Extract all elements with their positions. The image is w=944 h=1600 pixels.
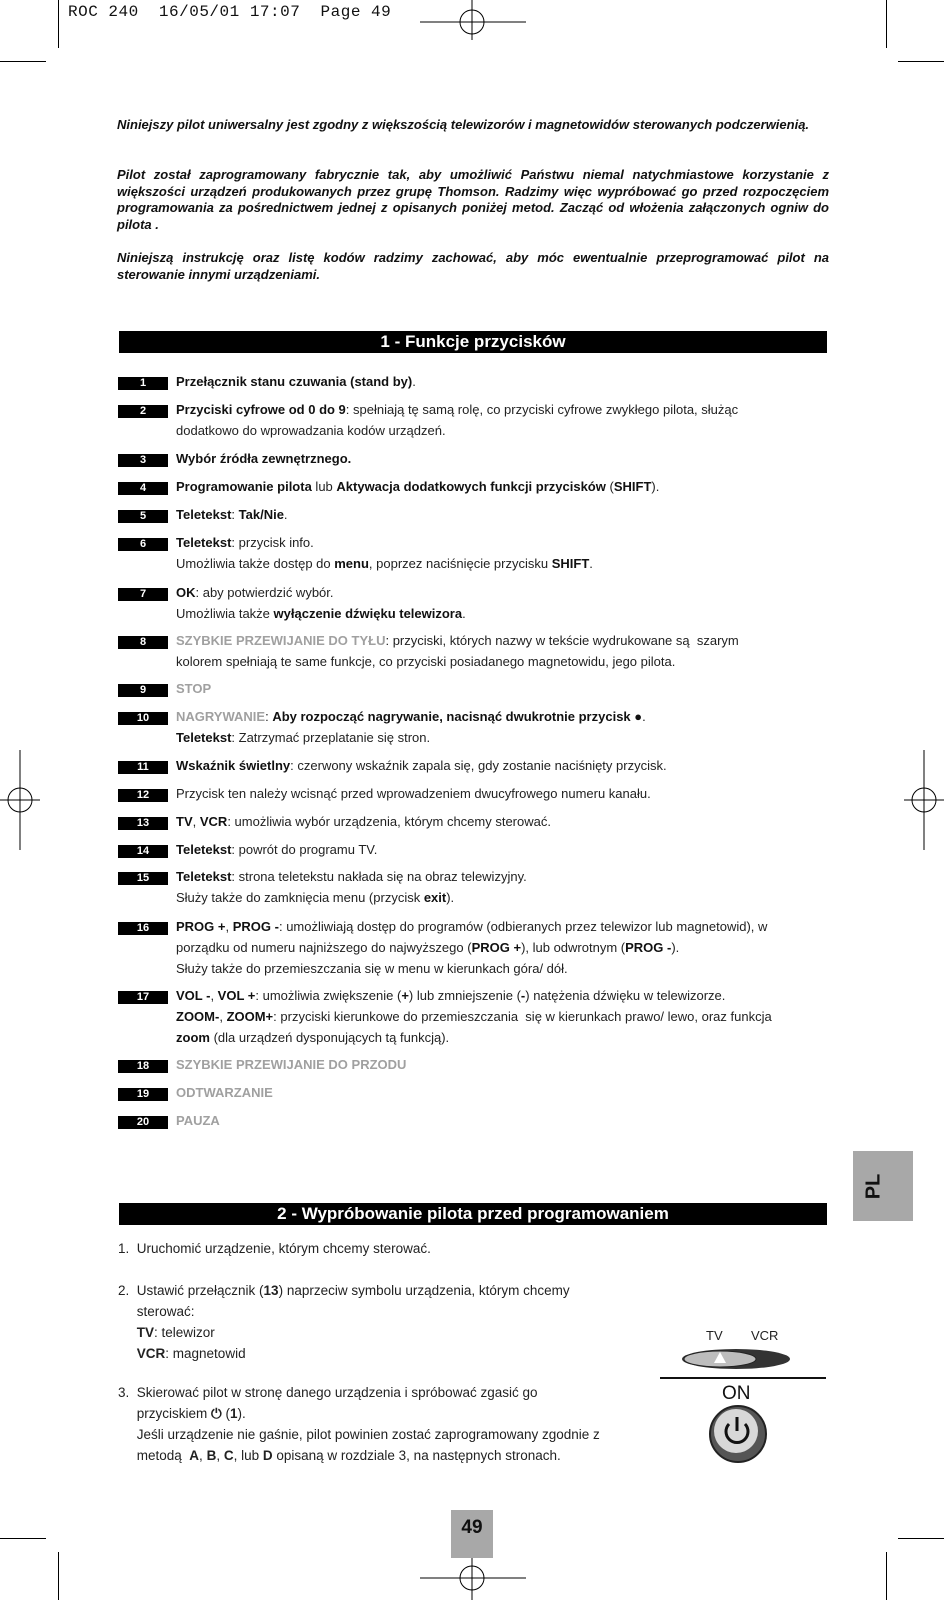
text: metodą [118, 1448, 190, 1463]
text-line [176, 958, 831, 979]
text-line [176, 504, 831, 525]
bold-text: VCR [199, 814, 228, 829]
text: ) lub zmniejszenie ( [408, 988, 521, 1003]
text-line [176, 553, 831, 574]
bold-text: Tak/Nie [238, 507, 284, 522]
item-number-badge: 8 [118, 636, 168, 649]
text: : spełniają tę samą rolę, co przyciski cyfrowe zwykłego pilota, służąc [345, 402, 739, 417]
text: , [225, 919, 233, 934]
text: ). [446, 890, 455, 905]
test-step [118, 1238, 658, 1259]
item-number-badge: 13 [118, 817, 168, 830]
bold-text: TV [176, 814, 193, 829]
text: . [642, 709, 646, 724]
text: ). [671, 940, 680, 955]
section-1-title: 1 - Funkcje przycisków [119, 331, 827, 353]
text: : aby potwierdzić wybór. [195, 585, 334, 600]
text: Umożliwia także dostęp do [176, 556, 335, 571]
text: 2. Ustawić przełącznik ( [118, 1283, 264, 1298]
text: : umożliwia wybór urządzenia, którym chcemy sterować. [227, 814, 551, 829]
bold-text: Teletekst [176, 507, 232, 522]
bold-text: B [206, 1448, 217, 1463]
text: Jeśli urządzenie nie gaśnie, pilot powinien zostać zaprogramowany zgodnie z [118, 1427, 600, 1442]
text-line [176, 783, 831, 804]
language-tab-label: PL [862, 1173, 885, 1200]
text: przyciskiem [118, 1406, 212, 1421]
bold-text: Teletekst [176, 869, 232, 884]
item-description [176, 755, 831, 776]
text: dodatkowo do wprowadzania kodów urządzeń. [176, 423, 446, 438]
text: . [589, 556, 593, 571]
text-line [176, 1110, 831, 1131]
text: sterować: [118, 1304, 195, 1319]
item-number-badge: 17 [118, 991, 168, 1004]
text: lub [311, 479, 337, 494]
bold-text: ⏻ [211, 1406, 222, 1421]
text-line [176, 937, 831, 958]
item-description [176, 532, 831, 574]
text-line [176, 1054, 831, 1075]
item-description [176, 783, 831, 804]
bold-text: PROG - [232, 919, 279, 934]
text: : [265, 709, 273, 724]
text-line [176, 706, 831, 727]
text: : [231, 507, 239, 522]
bold-text: Wskaźnik świetlny [176, 758, 291, 773]
item-description [176, 811, 831, 832]
text: ) naprzeciw symbolu urządzenia, którym chcemy [278, 1283, 570, 1298]
switch-label-tv: TV [706, 1328, 723, 1343]
bold-text: PROG + [176, 919, 226, 934]
item-number-badge: 9 [118, 684, 168, 697]
text-line [118, 1343, 658, 1364]
print-header: ROC 240 16/05/01 17:07 Page 49 [68, 3, 392, 21]
text [118, 1325, 137, 1340]
text: ( [605, 479, 614, 494]
on-label: ON [722, 1383, 751, 1404]
item-number-badge: 12 [118, 789, 168, 802]
text-line [176, 476, 831, 497]
text: porządku od numeru najniższego do najwyższego ( [176, 940, 472, 955]
registration-mark-left [0, 750, 40, 850]
text: , [210, 988, 218, 1003]
text: Przycisk ten należy wcisnąć przed wprowadzeniem dwucyfrowego numeru kanału. [176, 786, 651, 801]
bold-text: A [189, 1448, 200, 1463]
registration-mark-right [904, 750, 944, 850]
page-number: 49 [451, 1510, 493, 1558]
bold-text: Przełącznik stanu czuwania (stand by) [176, 374, 413, 389]
text: . [412, 374, 416, 389]
text-line [118, 1445, 658, 1466]
text: Służy także do przemieszczania się w menu w kierunkach góra/ dół. [176, 961, 568, 976]
bold-text: D [262, 1448, 273, 1463]
section-2-title: 2 - Wypróbowanie pilota przed programowaniem [119, 1203, 827, 1225]
divider-line [660, 1377, 826, 1379]
tv-vcr-switch-icon [680, 1346, 792, 1372]
bold-text: 13 [263, 1283, 279, 1298]
text-line [176, 985, 831, 1006]
text: . [283, 507, 288, 522]
text: 1. Uruchomić urządzenie, którym chcemy sterować. [118, 1241, 431, 1256]
registration-mark-top [420, 0, 526, 40]
text-line [176, 727, 831, 748]
text: : Zatrzymać przeplatanie się stron. [231, 730, 431, 745]
text-line [176, 916, 831, 937]
item-description [176, 1054, 831, 1075]
text: , [192, 814, 200, 829]
text: : przyciski kierunkowe do przemieszczania się w kierunkach prawo/ lewo, oraz funkcja [273, 1009, 772, 1024]
item-number-badge: 4 [118, 482, 168, 495]
text: kolorem spełniają te same funkcje, co przyciski posiadanego magnetowidu, jego pilota. [176, 654, 676, 669]
text: , [199, 1448, 207, 1463]
item-description [176, 582, 831, 624]
text: Służy także do zamknięcia menu (przycisk [176, 890, 424, 905]
text-line [118, 1280, 658, 1301]
item-description [176, 399, 831, 441]
item-number-badge: 15 [118, 872, 168, 885]
text-line [118, 1382, 658, 1403]
test-step [118, 1382, 658, 1466]
text: Umożliwia także [176, 606, 274, 621]
text: : strona teletekstu nakłada się na obraz telewizyjny. [231, 869, 527, 884]
item-number-badge: 3 [118, 454, 168, 467]
text-line [176, 755, 831, 776]
bold-text: wyłączenie dźwięku telewizora [273, 606, 463, 621]
bold-text: ● [634, 709, 643, 724]
text-line [176, 811, 831, 832]
text-line [176, 1027, 831, 1048]
text-line [176, 1006, 831, 1027]
remote-illustration [656, 1324, 826, 1474]
item-description [176, 504, 831, 525]
text-line [118, 1322, 658, 1343]
text-line [176, 1082, 831, 1103]
grey-label: ODTWARZANIE [176, 1085, 273, 1100]
text: ). [651, 479, 660, 494]
bold-text: PROG + [471, 940, 522, 955]
text: ) natężenia dźwięku w telewizorze. [525, 988, 726, 1003]
bold-text: + [401, 988, 409, 1003]
text: ). [237, 1406, 246, 1421]
bold-text: zoom [176, 1030, 210, 1045]
bold-text: TV [136, 1325, 155, 1340]
item-number-badge: 19 [118, 1088, 168, 1101]
text-line [118, 1301, 658, 1322]
item-description [176, 678, 831, 699]
bold-text: Przyciski cyfrowe od 0 do 9 [176, 402, 346, 417]
item-number-badge: 5 [118, 510, 168, 523]
intro-paragraph-2: Pilot został zaprogramowany fabrycznie tak, aby umożliwić Państwu niemal natychmiastowe korzystanie z większości urządzeń produkowanych przez grupę Thomson. Radzimy więc wypróbować go przed rozpoczęciem programowania za pośrednictwem jednej z opisanych poniżej metod. Zacząć od włożenia załączonych ogniw do pilota . [117, 167, 829, 232]
text: : przyciski, których nazwy w tekście wydrukowane są szarym [385, 633, 739, 648]
bold-text: 1 [229, 1406, 238, 1421]
bold-text: Aby rozpocząć nagrywanie, nacisnąć dwukrotnie przycisk [272, 709, 635, 724]
item-description [176, 448, 831, 469]
bold-text: Aktywacja dodatkowych funkcji przycisków [336, 479, 606, 494]
text: 3. Skierować pilot w stronę danego urządzenia i spróbować zgasić go [118, 1385, 538, 1400]
bold-text: ZOOM+ [226, 1009, 274, 1024]
item-number-badge: 7 [118, 588, 168, 601]
bold-text: Teletekst [176, 730, 232, 745]
text-line [118, 1424, 658, 1445]
bold-text: ZOOM- [176, 1009, 220, 1024]
item-description [176, 476, 831, 497]
text: : przycisk info. [231, 535, 314, 550]
switch-label-vcr: VCR [751, 1328, 779, 1343]
intro-paragraph-1: Niniejszy pilot uniwersalny jest zgodny z większością telewizorów i magnetowidów sterowanych podczerwienią. [117, 117, 810, 132]
bold-text: PROG - [625, 940, 672, 955]
item-number-badge: 1 [118, 377, 168, 390]
item-description [176, 1082, 831, 1103]
text-line [176, 630, 831, 651]
bold-text: Teletekst [176, 535, 232, 550]
text: , poprzez naciśnięcie przycisku [368, 556, 552, 571]
bold-text: exit [423, 890, 447, 905]
bold-text: SHIFT [613, 479, 652, 494]
item-description [176, 1110, 831, 1131]
text-line [176, 603, 831, 624]
bold-text: - [520, 988, 526, 1003]
bold-text: Teletekst [176, 842, 232, 857]
text: : telewizor [154, 1325, 215, 1340]
bold-text: OK [176, 585, 196, 600]
bold-text: Wybór źródła zewnętrznego. [176, 451, 352, 466]
text-line [176, 839, 831, 860]
item-description [176, 916, 831, 979]
text: : czerwony wskaźnik zapala się, gdy zostanie naciśnięty przycisk. [290, 758, 667, 773]
bold-text: VOL + [217, 988, 256, 1003]
text: , [216, 1448, 224, 1463]
item-number-badge: 14 [118, 845, 168, 858]
text: : umożliwiają dostęp do programów (odbieranych przez telewizor lub magnetowid), w [278, 919, 768, 934]
grey-label: PAUZA [176, 1113, 220, 1128]
text-line [176, 399, 831, 420]
item-description [176, 371, 831, 392]
grey-label: STOP [176, 681, 212, 696]
text-line [176, 582, 831, 603]
bold-text: VOL - [176, 988, 211, 1003]
text: opisaną w rozdziale 3, na następnych stronach. [272, 1448, 561, 1463]
text-line [176, 420, 831, 441]
text: : magnetowid [165, 1346, 246, 1361]
item-number-badge: 10 [118, 712, 168, 725]
text: , lub [233, 1448, 263, 1463]
item-number-badge: 18 [118, 1060, 168, 1073]
text: (dla urządzeń dysponujących tą funkcją). [209, 1030, 450, 1045]
registration-mark-bottom [420, 1556, 526, 1600]
bold-text: VCR [136, 1346, 166, 1361]
item-number-badge: 2 [118, 405, 168, 418]
item-number-badge: 16 [118, 922, 168, 935]
bold-text: SHIFT [551, 556, 590, 571]
language-tab [853, 1151, 913, 1221]
item-description [176, 839, 831, 860]
grey-label: NAGRYWANIE [176, 709, 266, 724]
grey-label: SZYBKIE PRZEWIJANIE DO PRZODU [176, 1057, 407, 1072]
text-line [176, 532, 831, 553]
text-line [176, 678, 831, 699]
text: . [462, 606, 466, 621]
text-line [118, 1238, 658, 1259]
bold-text: C [223, 1448, 234, 1463]
text-line [118, 1403, 658, 1424]
grey-label: SZYBKIE PRZEWIJANIE DO TYŁU [176, 633, 386, 648]
item-description [176, 985, 831, 1048]
item-number-badge: 6 [118, 538, 168, 551]
item-number-badge: 20 [118, 1116, 168, 1129]
text-line [176, 866, 831, 887]
item-description [176, 866, 831, 908]
text: ( [221, 1406, 230, 1421]
item-description [176, 706, 831, 748]
intro-paragraph-3: Niniejszą instrukcję oraz listę kodów radzimy zachować, aby móc ewentualnie przeprogramować pilot na sterowanie innymi urządzeniami. [117, 250, 829, 282]
item-number-badge: 11 [118, 761, 168, 774]
item-description [176, 630, 831, 672]
text: ), lub odwrotnym ( [521, 940, 626, 955]
text: : powrót do programu TV. [231, 842, 378, 857]
text: , [219, 1009, 227, 1024]
text [118, 1346, 137, 1361]
text-line [176, 887, 831, 908]
text-line [176, 651, 831, 672]
text: : umożliwia zwiększenie ( [255, 988, 402, 1003]
test-step [118, 1280, 658, 1364]
text-line [176, 448, 831, 469]
power-button-icon [708, 1404, 768, 1464]
bold-text: menu [334, 556, 369, 571]
bold-text: Programowanie pilota [176, 479, 312, 494]
text-line [176, 371, 831, 392]
